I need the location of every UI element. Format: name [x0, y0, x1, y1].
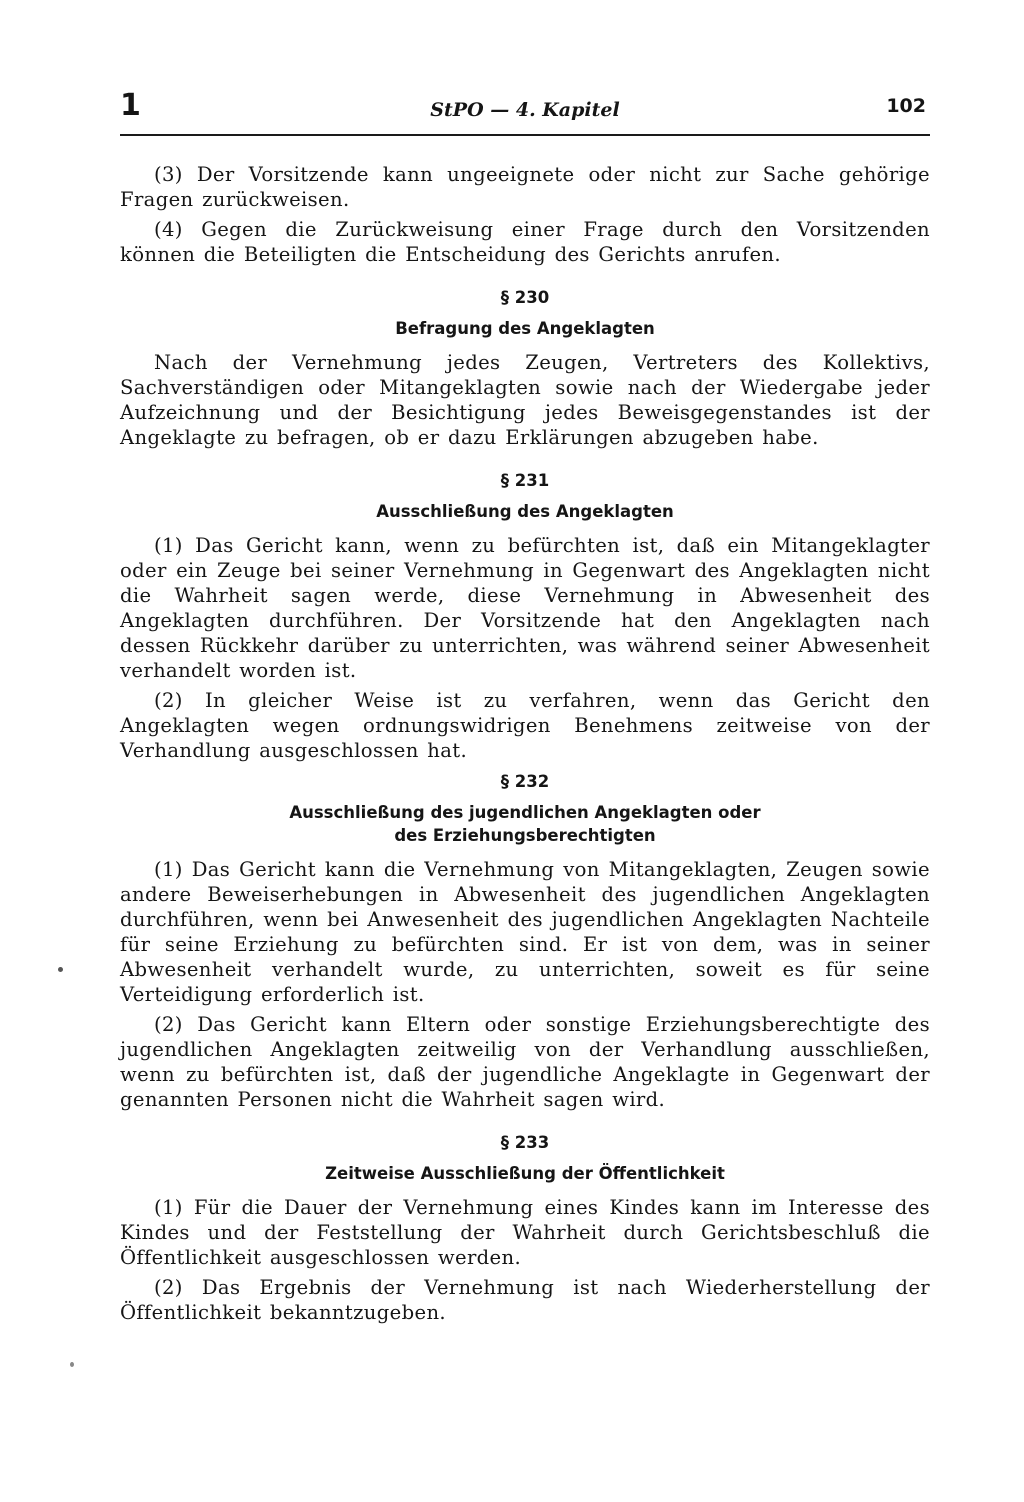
- paragraph: (3) Der Vorsitzende kann ungeeignete oder nicht zur Sache gehörige Fragen zurückweisen.: [120, 163, 930, 211]
- chapter-mark: 1: [120, 88, 141, 123]
- section-number: § 233: [500, 1133, 550, 1152]
- section-title-line: des Erziehungsberechtigten: [394, 826, 656, 845]
- paragraph: (2) Das Ergebnis der Vernehmung ist nach Wiederherstellung der Öffentlichkeit bekanntzugeben.: [120, 1276, 930, 1324]
- scan-speck: [70, 1362, 74, 1367]
- section-title-line: Ausschließung des Angeklagten: [376, 502, 674, 521]
- section-title: [120, 1162, 930, 1185]
- section-title-line: Ausschließung des jugendlichen Angeklagten oder: [289, 803, 761, 822]
- paragraph: (1) Das Gericht kann, wenn zu befürchten ist, daß ein Mitangeklagter oder ein Zeuge bei seiner Vernehmung in Gegenwart des Angeklagten nicht die Wahrheit sagen werde, diese Vernehmung in Abwesenheit des Angeklagten durchführen. Der Vorsitzende hat den Angeklagten nach dessen Rückkehr darüber zu unterrichten, was während seiner Abwesenheit verhandelt worden ist.: [120, 534, 930, 682]
- section-title-line: Zeitweise Ausschließung der Öffentlichkeit: [325, 1164, 725, 1183]
- paragraph: Nach der Vernehmung jedes Zeugen, Vertreters des Kollektivs, Sachverständigen oder Mitangeklagten sowie nach der Wiedergabe jeder Aufzeichnung und der Besichtigung jedes Beweisgegenstandes ist der Angeklagte zu befragen, ob er dazu Erklärungen abzugeben habe.: [120, 351, 930, 449]
- section-title-line: Befragung des Angeklagten: [395, 319, 655, 338]
- section-231: [120, 470, 930, 763]
- paragraph: (4) Gegen die Zurückweisung einer Frage durch den Vorsitzenden können die Beteiligten die Entscheidung des Gerichts anrufen.: [120, 218, 930, 266]
- section-number: § 230: [500, 288, 550, 307]
- paragraph: (1) Für die Dauer der Vernehmung eines Kindes kann im Interesse des Kindes und der Feststellung der Wahrheit durch Gerichtsbeschluß die Öffentlichkeit ausgeschlossen werden.: [120, 1196, 930, 1269]
- paragraph: (2) Das Gericht kann Eltern oder sonstige Erziehungsberechtigte des jugendlichen Angeklagten zeitweilig von der Verhandlung ausschließen, wenn zu befürchten ist, daß der jugendliche Angeklagte in Gegenwart der genannten Personen nicht die Wahrheit sagen wird.: [120, 1013, 930, 1111]
- section-233: [120, 1132, 930, 1325]
- page-body: [120, 162, 930, 1325]
- running-title: StPO — 4. Kapitel: [430, 99, 620, 121]
- section-232: [120, 771, 930, 1112]
- running-header: [120, 88, 930, 136]
- section-title: [120, 801, 930, 847]
- paragraph: (1) Das Gericht kann die Vernehmung von Mitangeklagten, Zeugen sowie andere Beweiserhebungen in Abwesenheit des jugendlichen Angeklagten durchführen, wenn bei Anwesenheit des jugendlichen Angeklagten Nachteile für seine Erziehung zu befürchten sind. Er ist von dem, was in seiner Abwesenheit verhandelt wurde, zu unterrichten, soweit es für seine Verteidigung erforderlich ist.: [120, 858, 930, 1006]
- section-title: [120, 500, 930, 523]
- section-number: § 231: [500, 471, 550, 490]
- section-230: [120, 287, 930, 450]
- paragraph: (2) In gleicher Weise ist zu verfahren, wenn das Gericht den Angeklagten wegen ordnungswidrigen Benehmens zeitweise von der Verhandlung ausgeschlossen hat.: [120, 689, 930, 762]
- scan-speck: [58, 967, 63, 972]
- page-number: 102: [886, 95, 926, 117]
- section-number: § 232: [500, 772, 550, 791]
- section-title: [120, 317, 930, 340]
